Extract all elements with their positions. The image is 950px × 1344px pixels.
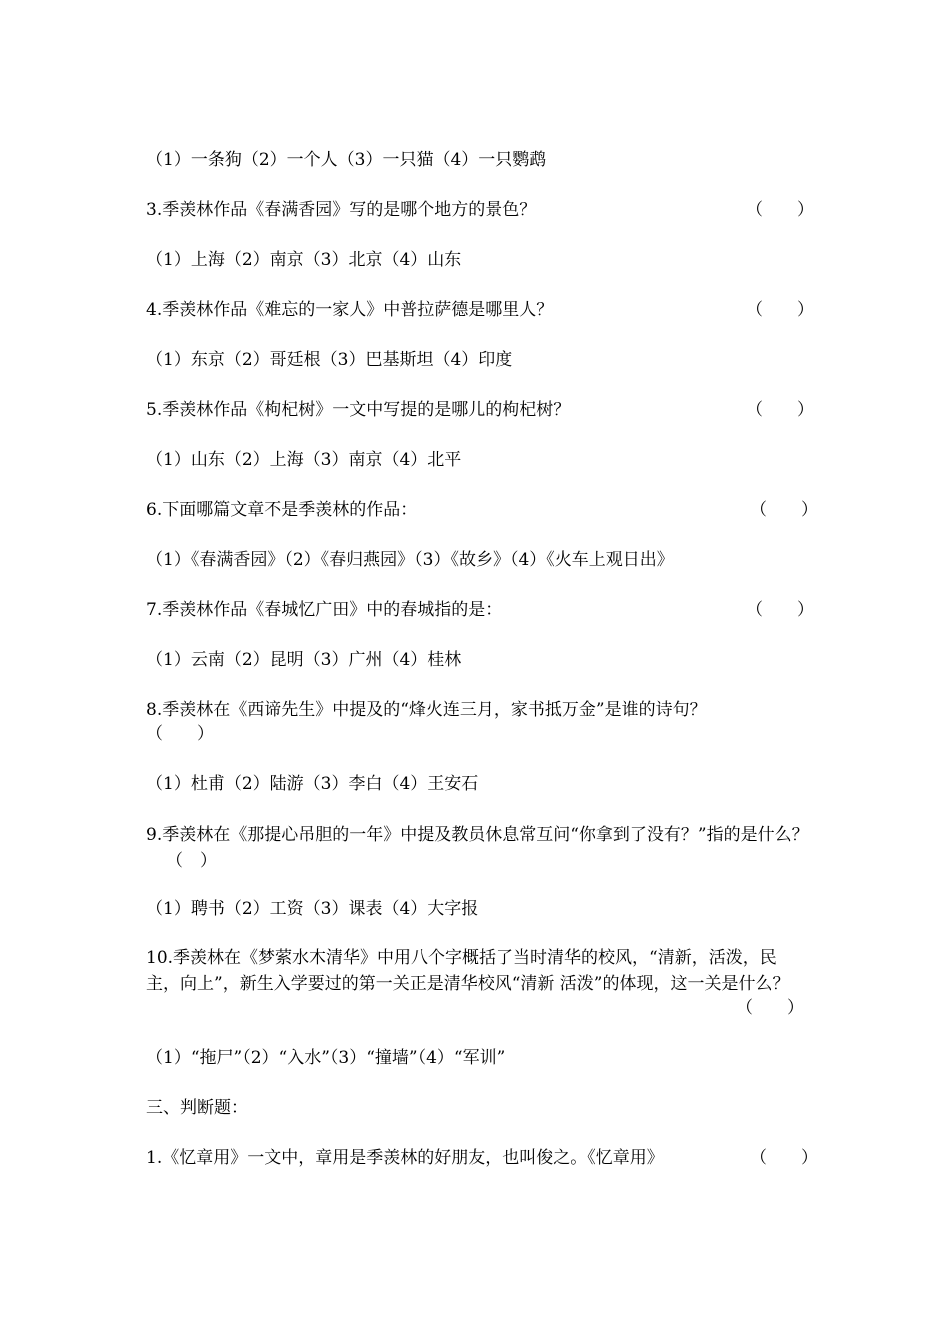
q8-question: 8.季羡林在《西谛先生》中提及的“烽火连三月，家书抵万金”是谁的诗句？	[146, 700, 707, 720]
q5-options: （1）山东（2）上海（3）南京（4）北平	[146, 450, 462, 470]
q5-question: 5.季羡林作品《枸杞树》一文中写提的是哪儿的枸杞树？	[146, 400, 571, 420]
q9-options: （1）聘书（2）工资（3）课表（4）大字报	[146, 899, 479, 919]
q10-answer-blank: （ ）	[736, 998, 804, 1018]
q9-answer-blank: （ ）	[166, 851, 217, 871]
q7-question: 7.季羡林作品《春城忆广田》中的春城指的是：	[146, 600, 503, 620]
q4-answer-blank: （ ）	[746, 300, 814, 320]
q6-answer-blank: （ ）	[750, 500, 818, 520]
q3-options: （1）上海（2）南京（3）北京（4）山东	[146, 250, 462, 270]
judgment-1-answer-blank: （ ）	[750, 1148, 818, 1168]
section-3-heading: 三、判断题：	[146, 1098, 248, 1118]
q3-question: 3.季羡林作品《春满香园》写的是哪个地方的景色？	[146, 200, 537, 220]
q4-question: 4.季羡林作品《难忘的一家人》中普拉萨德是哪里人？	[146, 300, 554, 320]
q5-answer-blank: （ ）	[746, 400, 814, 420]
q10-options: （1）“拖尸”（2）“入水”（3）“撞墙”（4）“军训”	[146, 1048, 506, 1068]
q9-question	[146, 822, 810, 874]
q3-answer-blank: （ ）	[746, 200, 814, 220]
q7-answer-blank: （ ）	[746, 600, 814, 620]
q6-question: 6.下面哪篇文章不是季羡林的作品：	[146, 500, 418, 520]
q10-question: 10.季羡林在《梦萦水木清华》中用八个字概括了当时清华的校风，“清新，活泼，民主，向上”，新生入学要过的第一关正是清华校风“清新 活泼”的体现，这一关是什么？	[146, 948, 790, 994]
q8-answer-blank: （ ）	[146, 724, 214, 744]
q6-options: （1）《春满香园》（2）《春归燕园》（3）《故乡》（4）《火车上观日出》	[146, 550, 674, 570]
q4-options: （1）东京（2）哥廷根（3）巴基斯坦（4）印度	[146, 350, 513, 370]
q9-question-text: 9.季羡林在《那提心吊胆的一年》中提及教员休息常互问“你拿到了没有？”指的是什么？	[146, 825, 809, 845]
q8-options: （1）杜甫（2）陆游（3）李白（4）王安石	[146, 774, 479, 794]
q2-options: （1）一条狗（2）一个人（3）一只猫（4）一只鹦鹉	[146, 150, 547, 170]
judgment-1-statement: 1.《忆章用》一文中，章用是季羡林的好朋友，也叫俊之。《忆章用》	[146, 1148, 664, 1168]
q7-options: （1）云南（2）昆明（3）广州（4）桂林	[146, 650, 462, 670]
